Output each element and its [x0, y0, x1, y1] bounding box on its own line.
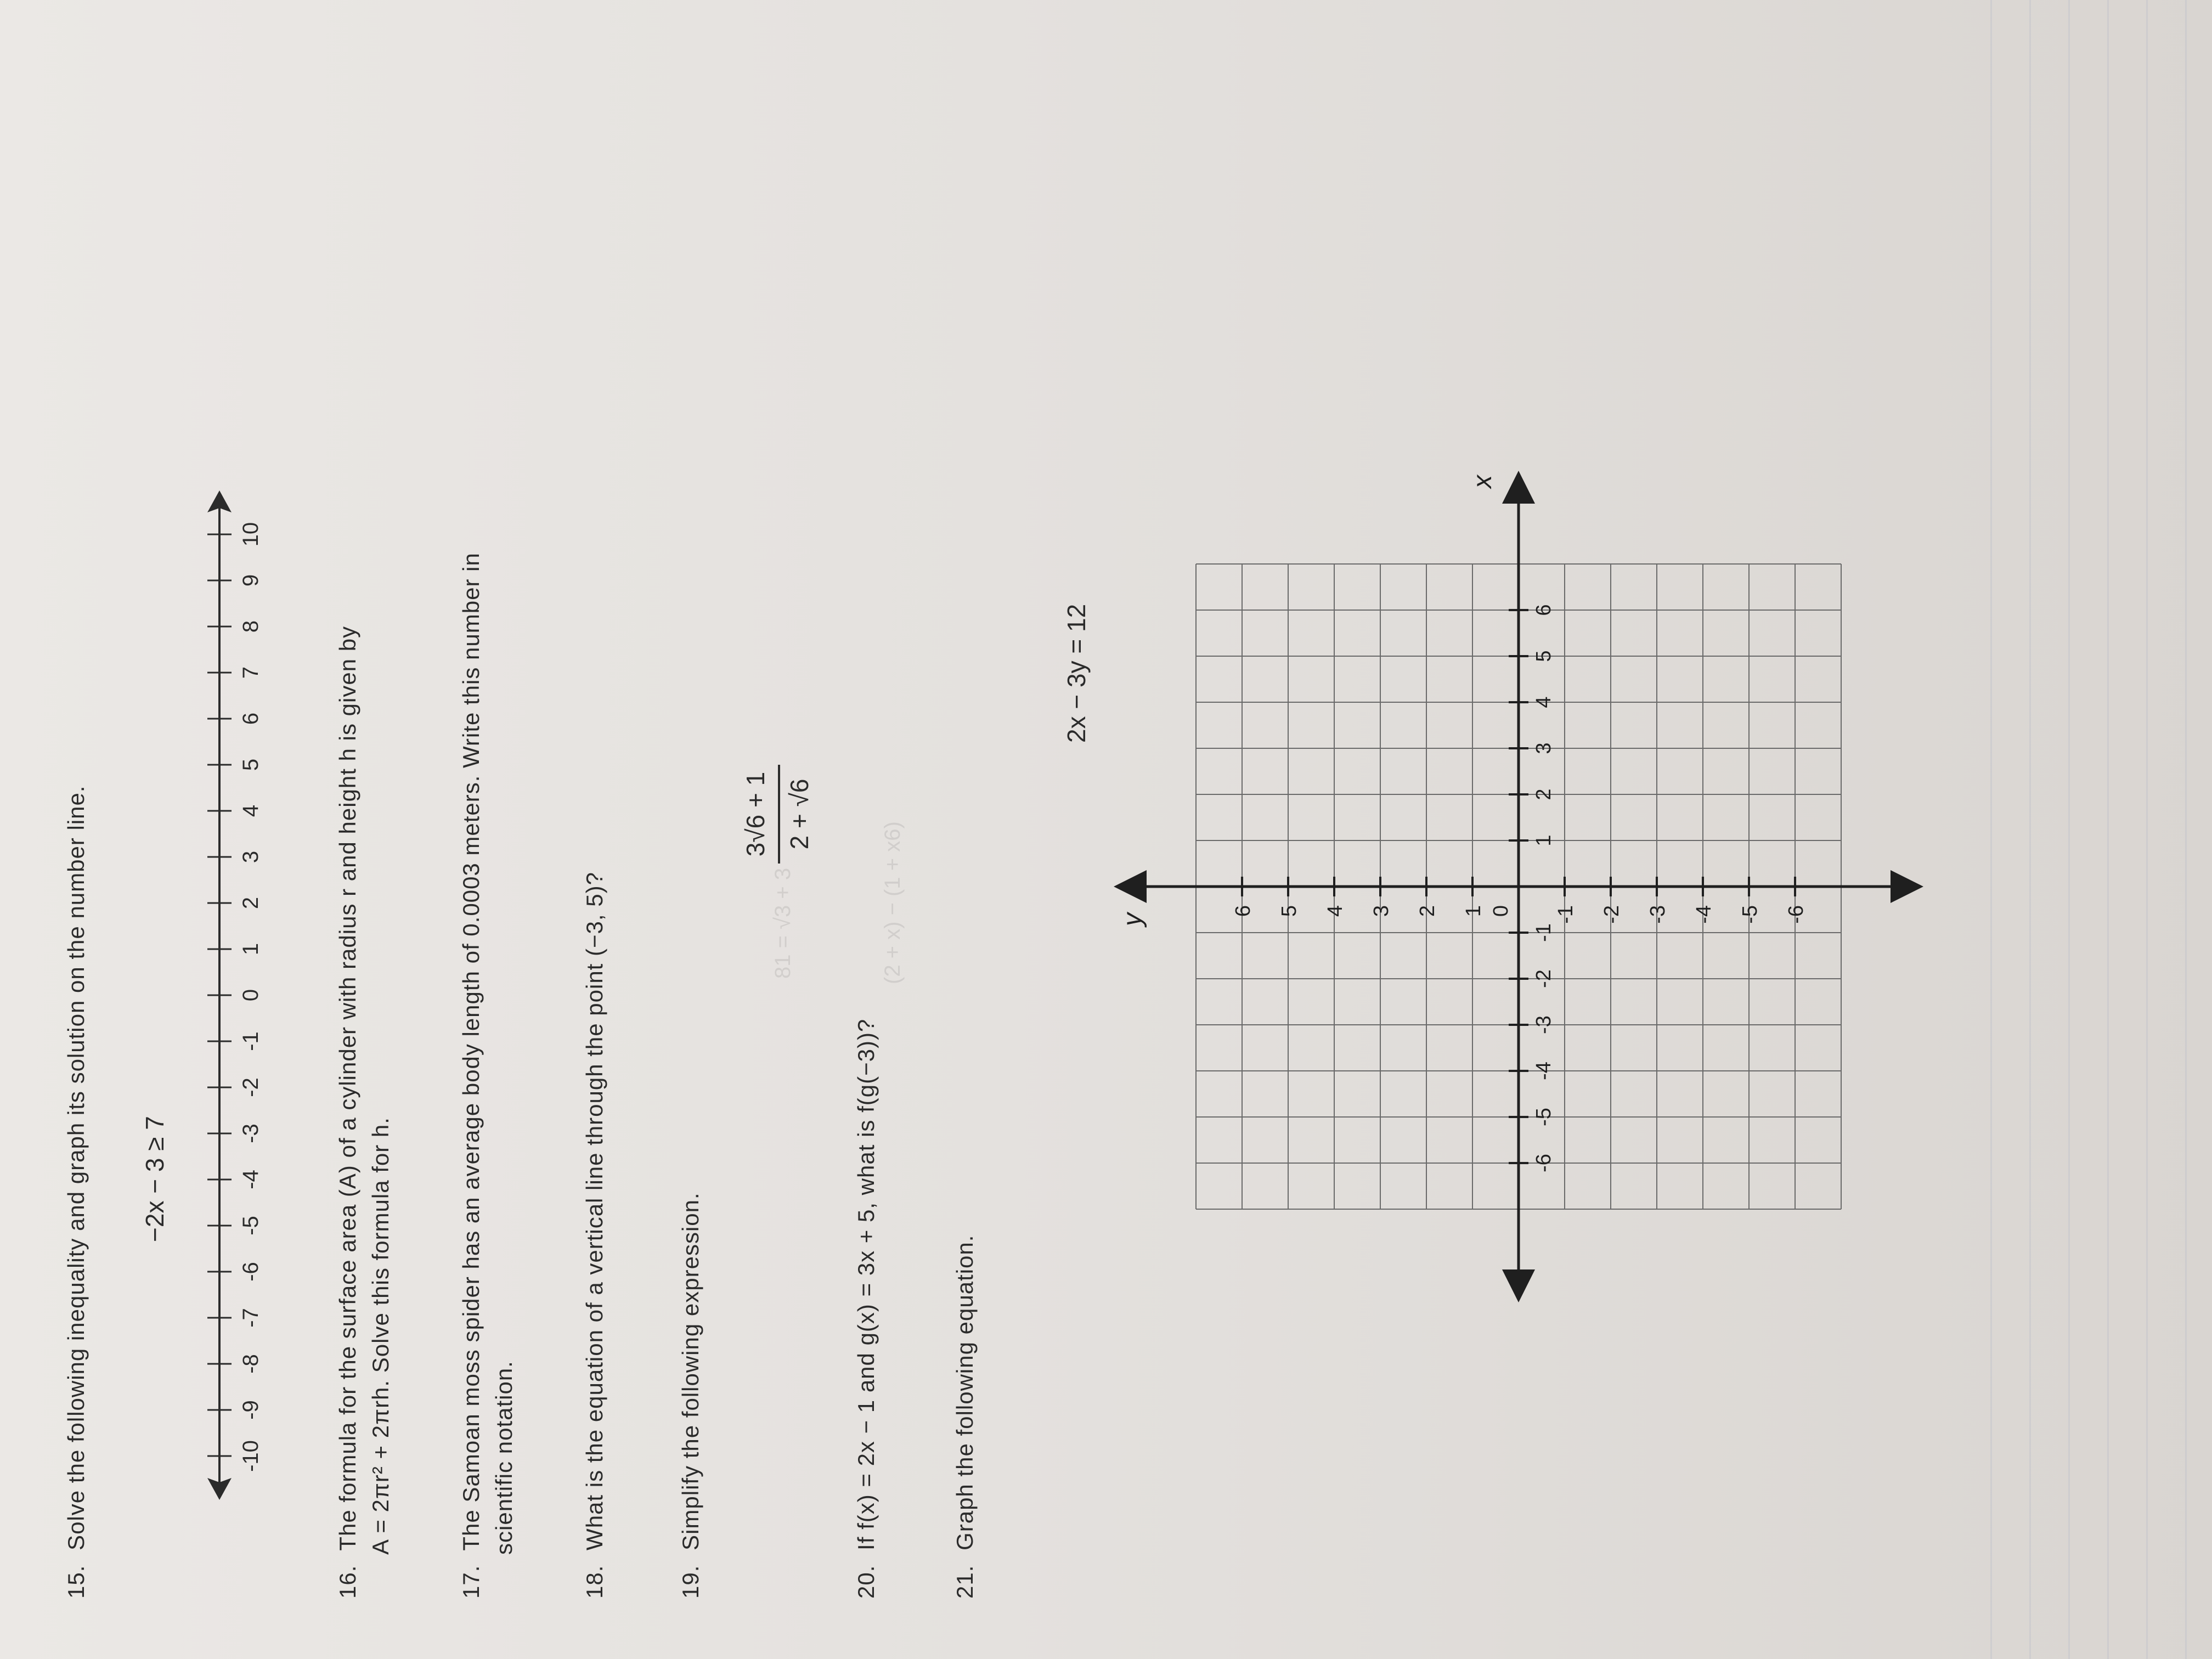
y-tick-label: -1 [1554, 905, 1577, 924]
question-20-number: 20. [853, 1565, 879, 1599]
fraction-bar [778, 765, 780, 864]
number-line-ticks [207, 522, 263, 1472]
number-line-tick-label: -4 [239, 1170, 263, 1189]
grid-tick-labels [1118, 474, 1808, 1172]
y-tick-label: -3 [1646, 905, 1669, 924]
number-line-tick-label: -1 [239, 1031, 263, 1051]
y-axis-up-arrow-icon [1114, 870, 1147, 903]
x-tick-label: -4 [1532, 1062, 1555, 1080]
number-line-tick-label: 0 [239, 989, 263, 1002]
fraction-numerator: 3√6 + 1 [741, 771, 770, 857]
coordinate-grid [1118, 227, 2096, 1313]
y-tick-label: -5 [1739, 905, 1762, 924]
number-line-tick-label: -2 [239, 1077, 263, 1097]
x-tick-label: 3 [1532, 742, 1555, 754]
question-21 [952, 1235, 978, 1599]
number-line-tick-label: 10 [239, 522, 263, 547]
question-18-number: 18. [582, 1565, 607, 1599]
question-19-text: Simplify the following expression. [678, 1192, 703, 1550]
x-tick-label: -5 [1532, 1108, 1555, 1126]
number-line-tick-label: 4 [239, 804, 263, 817]
question-15 [63, 785, 89, 1599]
x-tick-label: -3 [1532, 1015, 1555, 1034]
x-tick-label: 5 [1532, 650, 1555, 662]
question-15-inequality: −2x − 3 ≥ 7 [140, 1116, 169, 1242]
x-axis-left-arrow-icon [1502, 1269, 1535, 1302]
y-tick-label: 2 [1416, 905, 1439, 917]
y-axis-down-arrow-icon [1891, 870, 1923, 903]
number-line-tick-label: 1 [239, 943, 263, 956]
fraction-denominator: 2 + √6 [785, 778, 814, 850]
number-line-tick-label: 2 [239, 896, 263, 910]
y-tick-label: 3 [1370, 905, 1393, 917]
y-tick-label: 1 [1462, 905, 1485, 917]
question-18-text: What is the equation of a vertical line through the point (−3, 5)? [582, 872, 607, 1550]
number-line [187, 436, 296, 1505]
x-axis-label: x [1468, 475, 1497, 488]
x-tick-label: 1 [1532, 834, 1555, 847]
y-tick-label: 6 [1232, 905, 1255, 917]
question-19-fraction [735, 759, 823, 869]
question-16-line2: A = 2πr² + 2πrh. Solve this formula for h. [368, 1117, 393, 1555]
number-line-tick-label: -8 [239, 1354, 263, 1374]
number-line-tick-label: 7 [239, 666, 263, 679]
grid-axes [1114, 471, 1923, 1302]
question-16 [335, 626, 361, 1599]
question-18 [582, 872, 608, 1599]
number-line-tick-label: 5 [239, 758, 263, 771]
question-16-line1: The formula for the surface area (A) of a cylinder with radius r and height h is given by [335, 625, 360, 1551]
question-15-prompt: Solve the following inequality and graph its solution on the number line. [63, 785, 89, 1550]
question-20-text: If f(x) = 2x − 1 and g(x) = 3x + 5, what is f(g(−3))? [853, 1018, 879, 1550]
number-line-tick-label: 8 [239, 620, 263, 633]
question-19-number: 19. [678, 1565, 703, 1599]
x-tick-label: -2 [1532, 969, 1555, 988]
x-tick-label: 6 [1532, 604, 1555, 616]
bleed-through-text-2: 81 = √3 + 3 [771, 867, 795, 979]
x-axis-right-arrow-icon [1502, 471, 1535, 504]
question-21-text: Graph the following equation. [952, 1234, 978, 1550]
question-17 [458, 552, 484, 1599]
x-tick-label: -6 [1532, 1154, 1555, 1172]
question-15-number: 15. [63, 1565, 89, 1599]
question-17-line2: scientific notation. [491, 1361, 517, 1555]
x-tick-label: 2 [1532, 788, 1555, 800]
y-axis-label: y [1118, 913, 1147, 926]
number-line-tick-label: -6 [239, 1262, 263, 1282]
number-line-tick-label: -5 [239, 1216, 263, 1235]
y-tick-label: 4 [1324, 905, 1347, 917]
number-line-tick-label: 6 [239, 712, 263, 725]
bleed-through-text: (2 + x) − (1 + x6) [881, 821, 905, 984]
y-tick-label: -4 [1692, 905, 1716, 924]
question-20 [853, 1019, 879, 1599]
origin-label: 0 [1489, 905, 1513, 917]
number-line-tick-label: 9 [239, 574, 263, 587]
question-16-number: 16. [335, 1565, 360, 1599]
question-21-equation: 2x − 3y = 12 [1062, 603, 1091, 743]
x-tick-label: -1 [1532, 923, 1555, 942]
y-tick-label: -6 [1785, 905, 1808, 924]
question-21-number: 21. [952, 1565, 978, 1599]
number-line-tick-label: -3 [239, 1124, 263, 1143]
number-line-tick-label: -9 [239, 1400, 263, 1420]
question-17-number: 17. [458, 1565, 484, 1599]
number-line-tick-label: 3 [239, 850, 263, 864]
number-line-tick-label: -10 [239, 1440, 263, 1472]
y-tick-label: -2 [1600, 905, 1623, 924]
number-line-tick-label: -7 [239, 1308, 263, 1328]
question-17-line1: The Samoan moss spider has an average body length of 0.0003 meters. Write this number in [458, 552, 484, 1551]
x-tick-label: 4 [1532, 696, 1555, 708]
question-19 [678, 1192, 704, 1599]
y-tick-label: 5 [1278, 905, 1301, 917]
